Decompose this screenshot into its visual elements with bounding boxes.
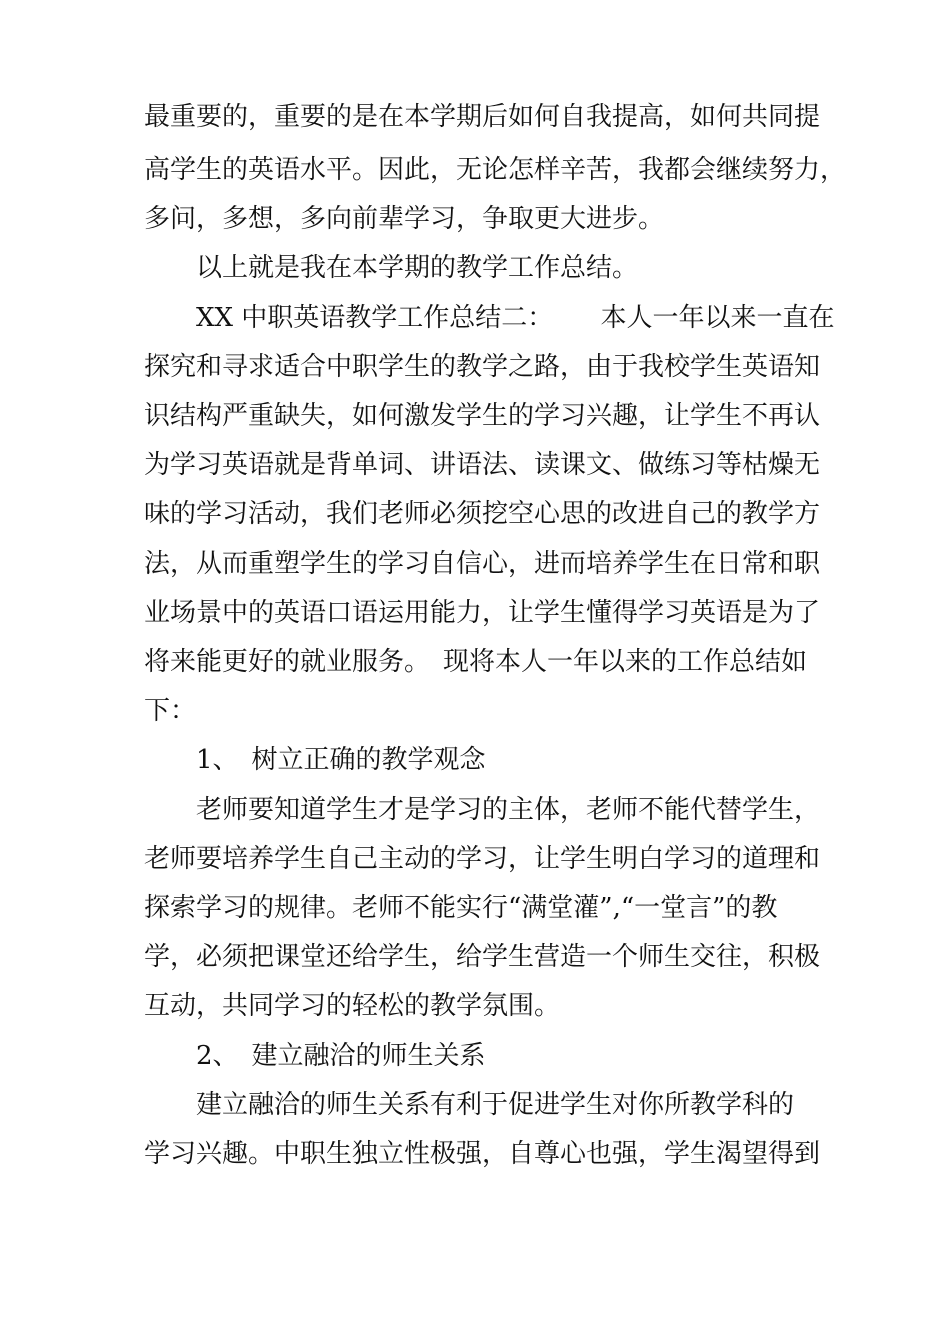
text-line: 业场景中的英语口语运用能力，让学生懂得学习英语是为了 bbox=[144, 598, 821, 628]
text-line: 老师要知道学生才是学习的主体，老师不能代替学生， bbox=[196, 795, 821, 825]
text-line: 以上就是我在本学期的教学工作总结。 bbox=[196, 253, 639, 283]
text-line: 学，必须把课堂还给学生，给学生营造一个师生交往，积极 bbox=[144, 942, 821, 972]
text-line: 味的学习活动，我们老师必须挖空心思的改进自己的教学方 bbox=[144, 499, 821, 529]
list-heading-1: 1、 树立正确的教学观念 bbox=[196, 745, 486, 775]
text-line: 老师要培养学生自己主动的学习，让学生明白学习的道理和 bbox=[144, 844, 821, 874]
text-line: 为学习英语就是背单词、讲语法、读课文、做练习等枯燥无 bbox=[144, 450, 821, 480]
text-line: 下： bbox=[144, 696, 197, 726]
text-line: 识结构严重缺失，如何激发学生的学习兴趣，让学生不再认 bbox=[144, 401, 821, 431]
text-line: 高学生的英语水平。因此，无论怎样辛苦，我都会继续努力， bbox=[144, 155, 847, 185]
text-line: 将来能更好的就业服务。 现将本人一年以来的工作总结如 bbox=[144, 647, 808, 677]
text-line: 最重要的，重要的是在本学期后如何自我提高，如何共同提 bbox=[144, 102, 821, 132]
text-line: 学习兴趣。中职生独立性极强，自尊心也强，学生渴望得到 bbox=[144, 1139, 821, 1169]
text-line: 法，从而重塑学生的学习自信心，进而培养学生在日常和职 bbox=[144, 549, 821, 579]
text-line: 建立融洽的师生关系有利于促进学生对你所教学科的 bbox=[196, 1090, 795, 1120]
text-line: 多问，多想，多向前辈学习，争取更大进步。 bbox=[144, 204, 665, 234]
text-line: 互动，共同学习的轻松的教学氛围。 bbox=[144, 991, 561, 1021]
section-heading-line: XX 中职英语教学工作总结二： 本人一年以来一直在 bbox=[196, 303, 835, 333]
text-line: 探索学习的规律。老师不能实行“满堂灌”,“一堂言”的教 bbox=[144, 893, 778, 923]
list-heading-2: 2、 建立融洽的师生关系 bbox=[196, 1041, 486, 1071]
text-line: 探究和寻求适合中职学生的教学之路，由于我校学生英语知 bbox=[144, 352, 821, 382]
